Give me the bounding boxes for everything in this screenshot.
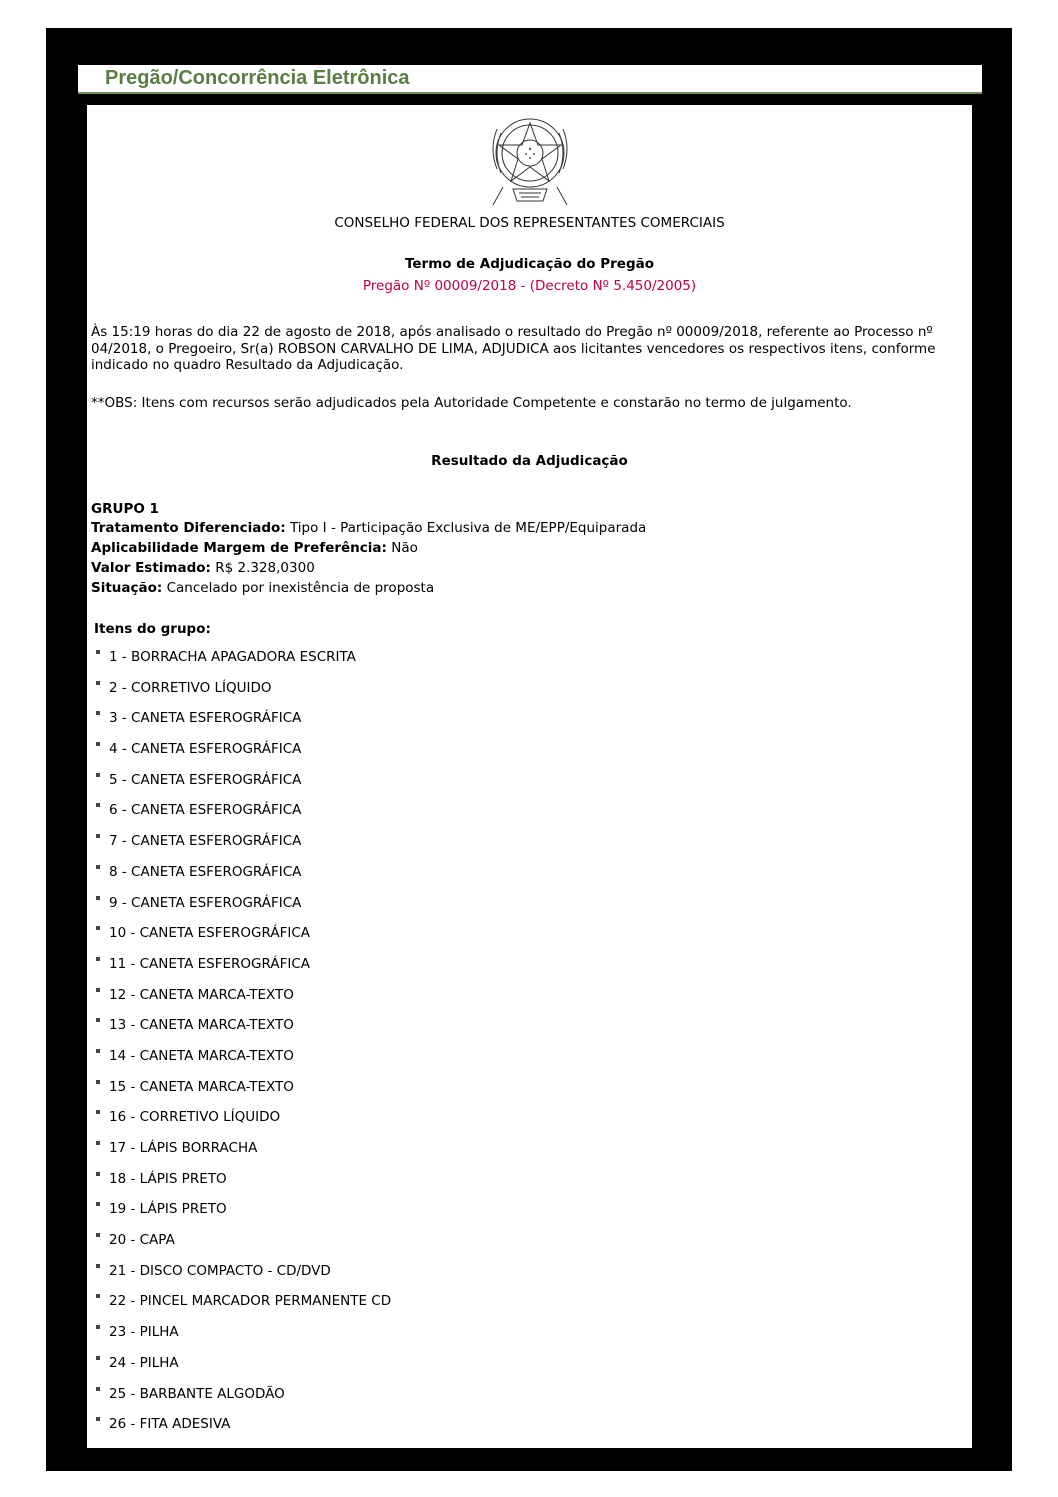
bullet-icon	[96, 1264, 100, 1268]
item-label: 23 - PILHA	[109, 1324, 179, 1341]
intro-paragraph: Às 15:19 horas do dia 22 de agosto de 2018, após analisado o resultado do Pregão nº 00009/2018, referente ao Processo nº 04/2018, o Pregoeiro, Sr(a) ROBSON CARVALHO DE LIMA, ADJUDICA aos licitantes vencedores os respectivos itens, conforme indicado no quadro Resultado da Adjudicação.	[91, 324, 936, 373]
list-item	[95, 1108, 391, 1139]
list-item	[95, 1354, 391, 1385]
items-label: Itens do grupo:	[94, 621, 211, 637]
list-item	[95, 801, 391, 832]
item-label: 5 - CANETA ESFEROGRÁFICA	[109, 771, 302, 788]
bullet-icon	[96, 1356, 100, 1360]
organization-name: CONSELHO FEDERAL DOS REPRESENTANTES COMERCIAIS	[334, 215, 725, 231]
list-item	[95, 1047, 391, 1078]
bullet-icon	[96, 834, 100, 838]
bullet-icon	[96, 1080, 100, 1084]
item-label: 22 - PINCEL MARCADOR PERMANENTE CD	[109, 1293, 392, 1310]
list-item	[95, 1200, 391, 1231]
item-label: 10 - CANETA ESFEROGRÁFICA	[109, 925, 310, 942]
term-title: Termo de Adjudicação do Pregão	[404, 256, 655, 272]
item-label: 20 - CAPA	[109, 1232, 175, 1249]
page-title: Pregão/Concorrência Eletrônica	[105, 67, 410, 89]
item-label: 12 - CANETA MARCA-TEXTO	[109, 986, 294, 1003]
item-label: 25 - BARBANTE ALGODÃO	[109, 1385, 285, 1402]
group-treatment	[91, 518, 646, 538]
estimated-value: R$ 2.328,0300	[210, 560, 315, 576]
bullet-icon	[96, 1387, 100, 1391]
treatment-label: Tratamento Diferenciado:	[91, 520, 286, 536]
bullet-icon	[96, 711, 100, 715]
margin-value: Não	[386, 540, 418, 556]
status-label: Situação:	[91, 580, 163, 596]
item-label: 16 - CORRETIVO LÍQUIDO	[109, 1109, 281, 1126]
title-bar	[78, 65, 982, 94]
list-item	[95, 1262, 391, 1293]
item-label: 8 - CANETA ESFEROGRÁFICA	[109, 863, 302, 880]
item-label: 4 - CANETA ESFEROGRÁFICA	[109, 741, 302, 758]
list-item	[95, 955, 391, 986]
list-item	[95, 648, 391, 679]
list-item	[95, 679, 391, 710]
list-item	[95, 1231, 391, 1262]
item-label: 9 - CANETA ESFEROGRÁFICA	[109, 894, 302, 911]
item-label: 21 - DISCO COMPACTO - CD/DVD	[109, 1262, 331, 1279]
item-label: 18 - LÁPIS PRETO	[109, 1170, 227, 1187]
bullet-icon	[96, 681, 100, 685]
list-item	[95, 1078, 391, 1109]
bullet-icon	[96, 803, 100, 807]
item-label: 13 - CANETA MARCA-TEXTO	[109, 1017, 294, 1034]
list-item	[95, 1415, 391, 1446]
item-label: 17 - LÁPIS BORRACHA	[109, 1140, 258, 1156]
item-label: 6 - CANETA ESFEROGRÁFICA	[109, 802, 302, 819]
item-label: 7 - CANETA ESFEROGRÁFICA	[109, 833, 302, 850]
bullet-icon	[96, 1294, 100, 1298]
list-item	[95, 986, 391, 1017]
group-estimated-value	[91, 558, 315, 578]
item-label: 2 - CORRETIVO LÍQUIDO	[109, 679, 272, 696]
bullet-icon	[96, 1325, 100, 1329]
group-name: GRUPO 1	[91, 501, 159, 517]
treatment-value: Tipo I - Participação Exclusiva de ME/EPP/Equiparada	[285, 520, 647, 536]
list-item	[95, 1385, 391, 1416]
estimated-value-label: Valor Estimado:	[91, 560, 211, 576]
document-page	[87, 105, 972, 1448]
bullet-icon	[96, 1141, 100, 1145]
group-margin	[91, 538, 418, 558]
list-item	[95, 863, 391, 894]
list-item	[95, 894, 391, 925]
bullet-icon	[96, 1018, 100, 1022]
status-value: Cancelado por inexistência de proposta	[162, 580, 435, 596]
bullet-icon	[96, 988, 100, 992]
bullet-icon	[96, 926, 100, 930]
item-label: 14 - CANETA MARCA-TEXTO	[109, 1047, 294, 1064]
bullet-icon	[96, 773, 100, 777]
bullet-icon	[96, 1202, 100, 1206]
bullet-icon	[96, 957, 100, 961]
bullet-icon	[96, 1049, 100, 1053]
list-item	[95, 740, 391, 771]
list-item	[95, 1139, 391, 1170]
group-status	[91, 578, 434, 598]
items-list	[95, 648, 391, 1446]
coat-of-arms-emblem	[483, 109, 577, 209]
obs-note: **OBS: Itens com recursos serão adjudicados pela Autoridade Competente e constarão no termo de julgamento.	[91, 395, 852, 411]
item-label: 1 - BORRACHA APAGADORA ESCRITA	[109, 649, 356, 665]
item-label: 19 - LÁPIS PRETO	[109, 1201, 227, 1218]
list-item	[95, 771, 391, 802]
pregao-reference: Pregão Nº 00009/2018 - (Decreto Nº 5.450/2005)	[362, 278, 697, 294]
bullet-icon	[96, 1233, 100, 1237]
item-label: 15 - CANETA MARCA-TEXTO	[109, 1078, 294, 1095]
list-item	[95, 1292, 391, 1323]
list-item	[95, 1323, 391, 1354]
list-item	[95, 1016, 391, 1047]
bullet-icon	[96, 1417, 100, 1421]
bullet-icon	[96, 896, 100, 900]
list-item	[95, 924, 391, 955]
bullet-icon	[96, 742, 100, 746]
result-title: Resultado da Adjudicação	[431, 453, 628, 469]
bullet-icon	[96, 1172, 100, 1176]
item-label: 26 - FITA ADESIVA	[109, 1416, 231, 1433]
list-item	[95, 709, 391, 740]
bullet-icon	[96, 1110, 100, 1114]
list-item	[95, 832, 391, 863]
list-item	[95, 1170, 391, 1201]
item-label: 11 - CANETA ESFEROGRÁFICA	[109, 955, 310, 972]
item-label: 24 - PILHA	[109, 1354, 179, 1371]
bullet-icon	[96, 650, 100, 654]
margin-label: Aplicabilidade Margem de Preferência:	[91, 540, 387, 556]
item-label: 3 - CANETA ESFEROGRÁFICA	[109, 710, 302, 727]
bullet-icon	[96, 865, 100, 869]
